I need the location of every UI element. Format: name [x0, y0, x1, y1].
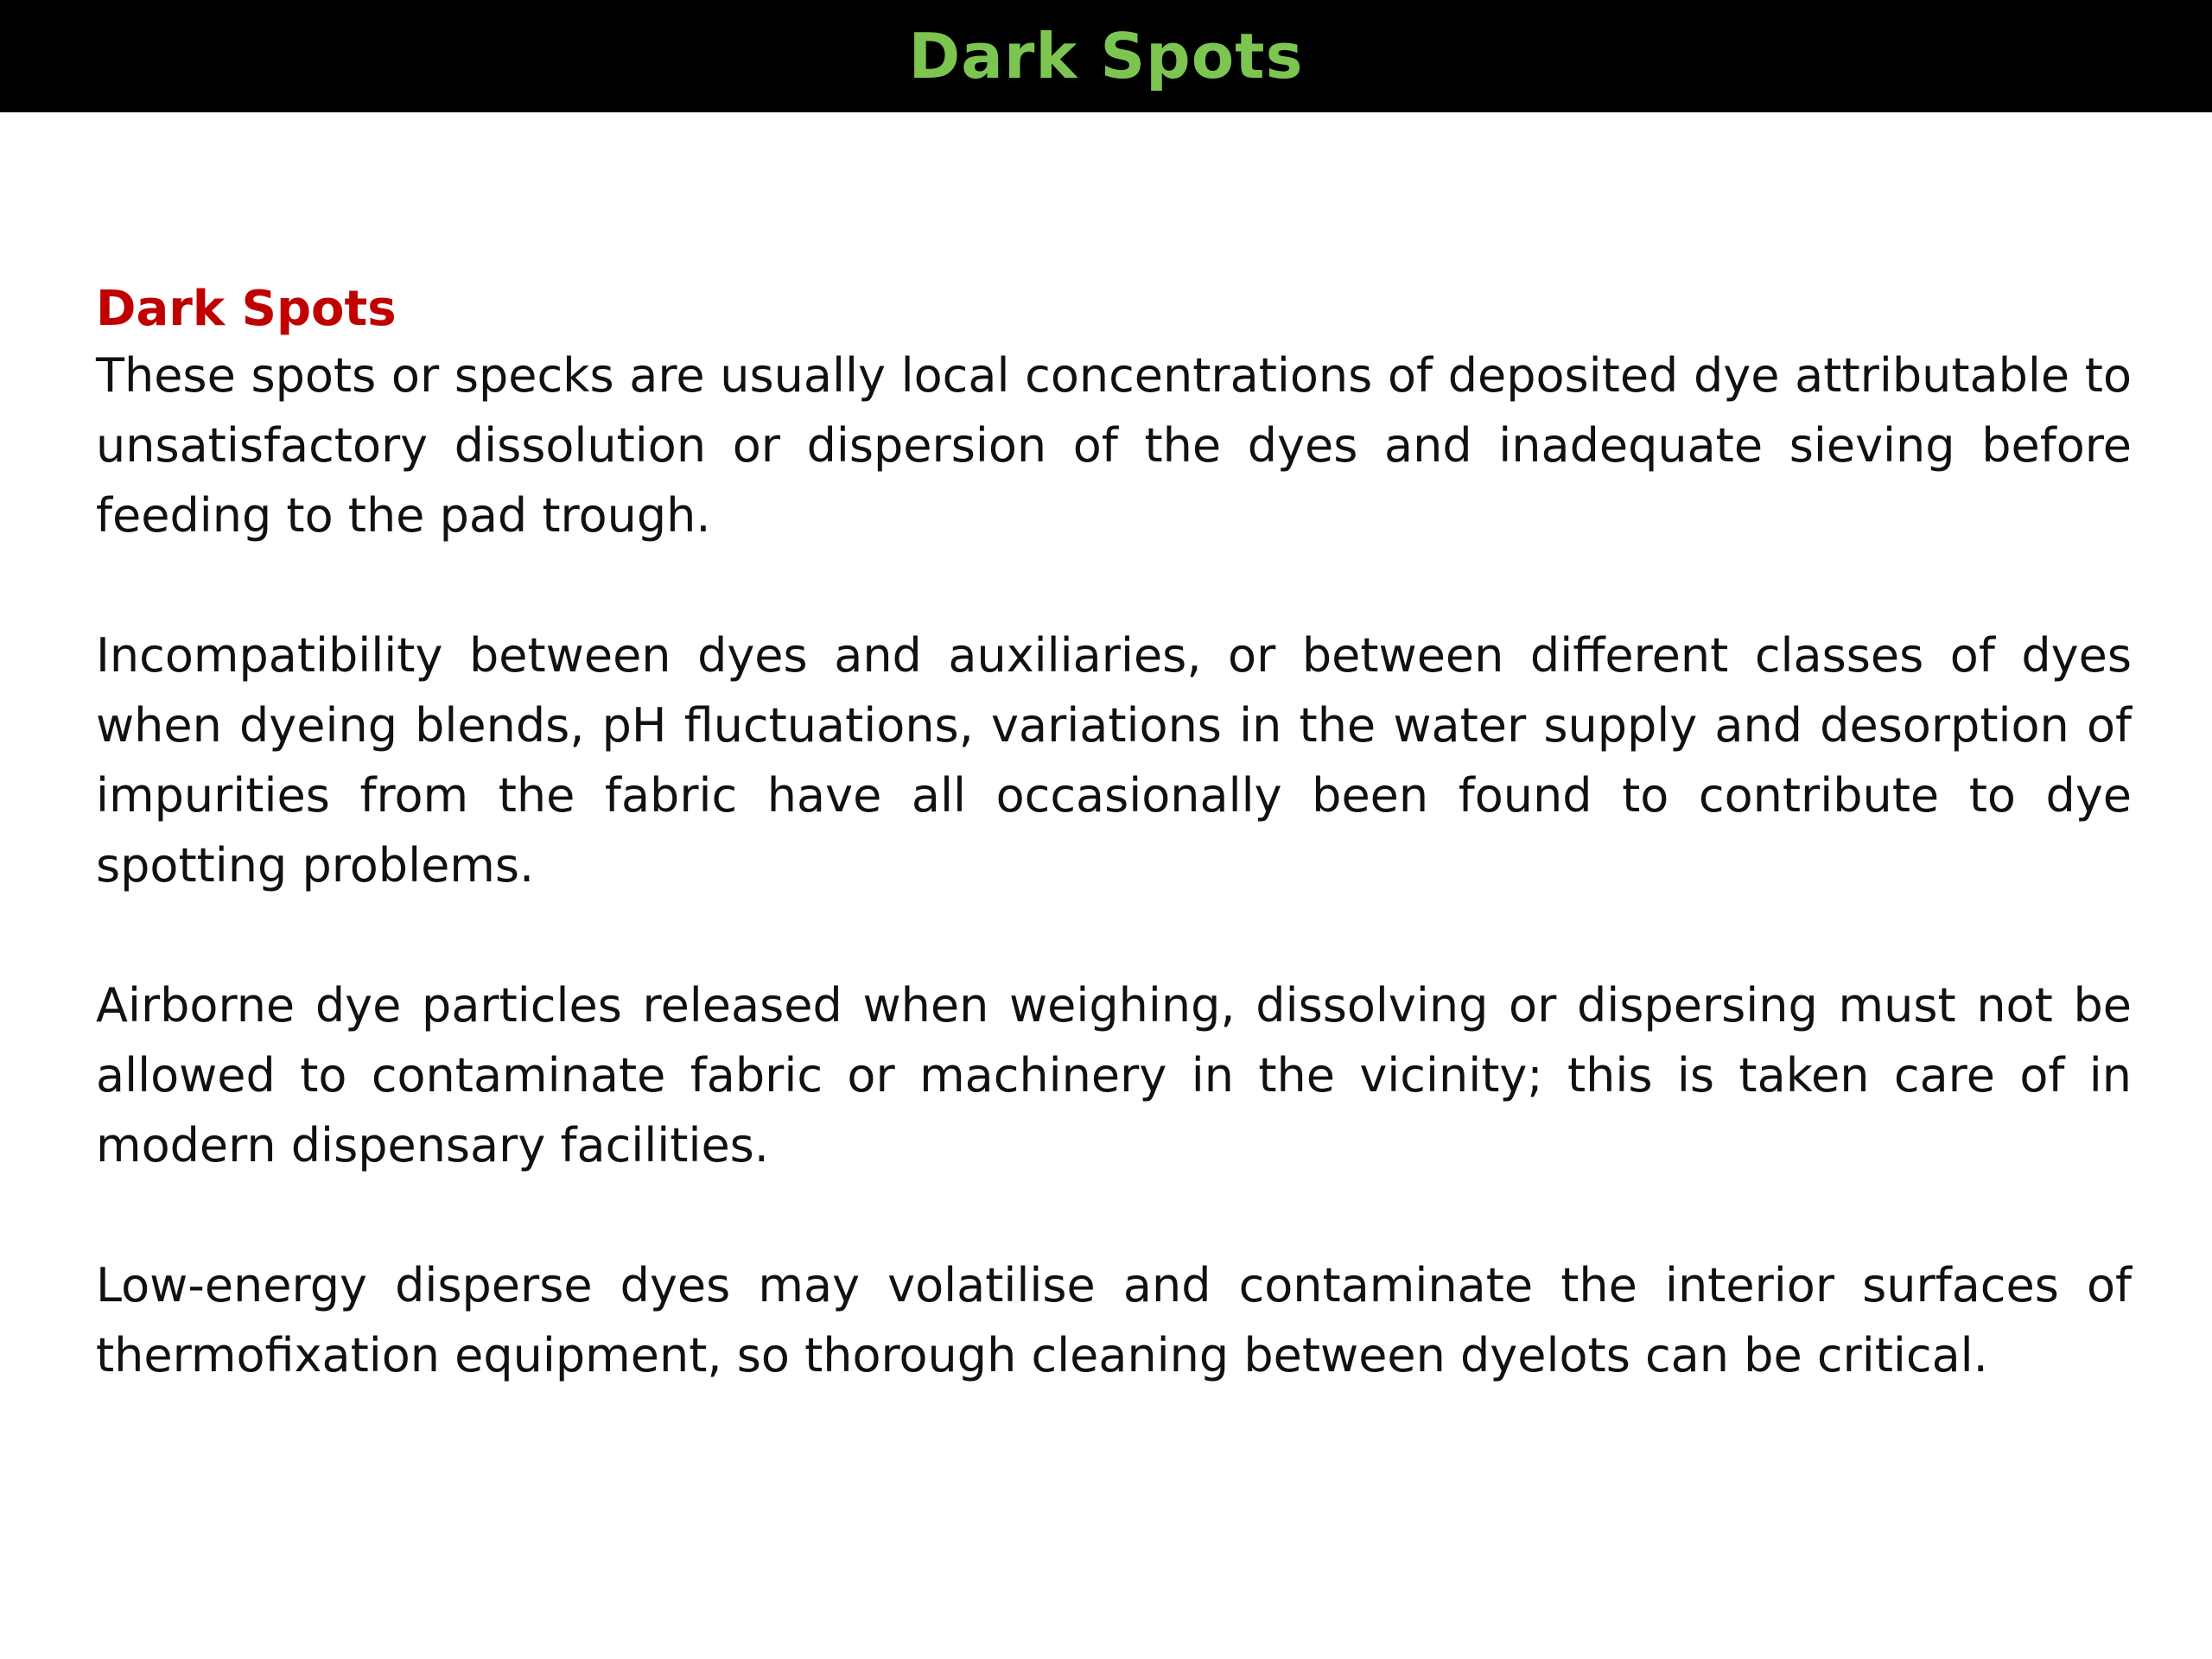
title-bar — [0, 0, 2212, 112]
paragraph-1: These spots or specks are usually local concentrations of deposited dye attributable to unsatisfactory dissolution or dispersion of the dyes and inadequate sieving before feeding to the pad trough. — [96, 348, 2132, 543]
paragraph-4: Low-energy disperse dyes may volatilise and contaminate the interior surfaces of thermofixation equipment, so thorough cleaning between dyelots can be critical. — [96, 1258, 2132, 1382]
section-heading: Dark Spots — [96, 281, 397, 337]
paragraph-2: Incompatibility between dyes and auxiliaries, or between different classes of dyes when dyeing blends, pH fluctuations, variations in the water supply and desorption of impurities from the fabric have all occasionally been found to contribute to dye spotting problems. — [96, 628, 2132, 893]
paragraph-3: Airborne dye particles released when weighing, dissolving or dispersing must not be allowed to contaminate fabric or machinery in the vicinity; this is taken care of in modern dispensary facilities. — [96, 978, 2132, 1173]
slide-content — [96, 278, 2132, 1390]
slide-title: Dark Spots — [908, 20, 1304, 92]
